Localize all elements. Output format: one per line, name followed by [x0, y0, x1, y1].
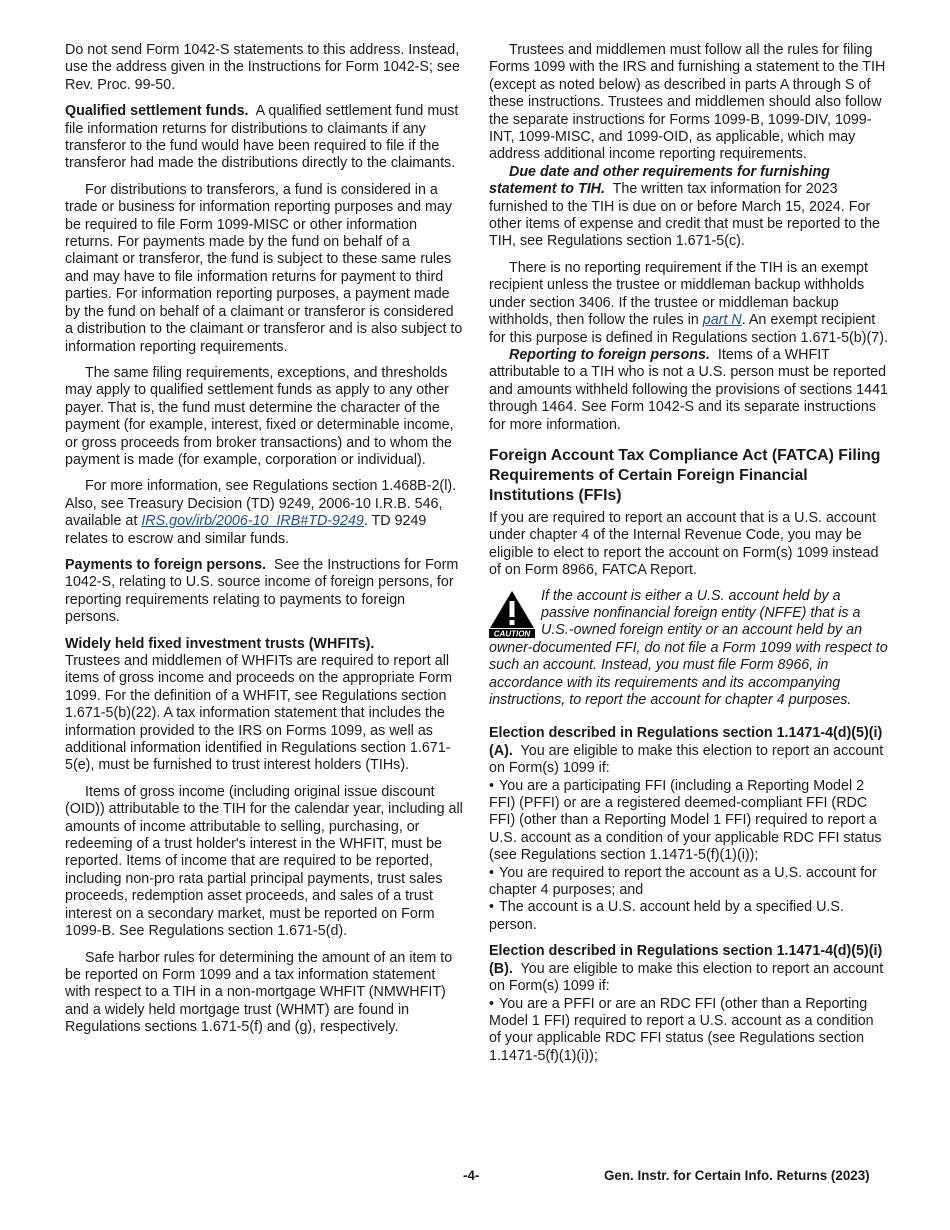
paragraph-text: You are eligible to make this election to report an account on Form(s) 1099 if: [489, 960, 884, 995]
run-in-heading: Election described in Regulations section 1.1471-4(d)(5)(i)(A). [489, 725, 883, 759]
paragraph: If you are required to report an account that is a U.S. account under chapter 4 of the Internal Revenue Code, you may be eligible to elect to report the account on Form(s) 1099 instead of on Form 8966, FATCA Report. [489, 509, 879, 579]
paragraph-text: Trustees and middlemen of WHFITs are required to report all items of gross income and proceeds on the appropriate Form 1099. For the definition of a WHFIT, see Regulations section 1.671-5(b)(22). A tax information statement that includes the information provided to the IRS on Forms 1099, as well as additional information identified in Regulations section 1.671-5(e), must be furnished to trust interest holders (TIHs). [65, 653, 453, 774]
left-column [65, 42, 463, 1037]
payments-foreign-persons-paragraph [65, 557, 463, 627]
paragraph [65, 478, 463, 548]
election-b-paragraph [489, 943, 889, 995]
section-heading: Foreign Account Tax Compliance Act (FATCA) Filing Requirements of Certain Foreign Financial Institutions (FFIs) [489, 446, 881, 504]
paragraph: Do not send Form 1042-S statements to this address. Instead, use the address given in the Instructions for Form 1042-S; see Rev. Proc. 99-50. [65, 42, 460, 93]
paragraph-text: A qualified settlement fund must file information returns for distributions to claimants if any transferor to the fund would have been required to file if the transferor had made the distributions directly to the claimants. [65, 103, 459, 172]
election-a-paragraph [489, 725, 889, 777]
run-in-heading: Payments to foreign persons. [65, 556, 266, 573]
paragraph-text: . TD 9249 relates to escrow and similar funds. [65, 513, 427, 547]
paragraph-text: For more information, see Regulations section 1.468B-2(l). Also, see Treasury Decision (TD) 9249, 2006-10 I.R.B. 546, available at [65, 478, 457, 530]
part-n-link[interactable]: part N [702, 312, 742, 329]
run-in-heading: Reporting to foreign persons. [509, 346, 710, 363]
due-date-paragraph [489, 164, 889, 251]
paragraph [489, 260, 889, 347]
paragraph: For distributions to transferors, a fund is considered in a trade or business for information reporting purposes and may be required to file Form 1099-MISC or other information returns. For payments made by the fund on behalf of a claimant or transferor, the fund is subject to these same rules and may have to file information returns for payment to third parties. For information reporting purposes, a payment made by the fund on behalf of a claimant or transferor is considered a distribution to the claimant or transferor and is also subject to information reporting requirements. [65, 181, 463, 355]
caution-label: CAUTION [493, 629, 531, 638]
caution-note [489, 588, 889, 710]
whfit-paragraph [65, 636, 463, 775]
reporting-foreign-persons-paragraph [489, 347, 889, 434]
paragraph-text: See the Instructions for Form 1042-S, relating to U.S. source income of foreign persons, for reporting requirements relating to payments to foreign persons. [65, 556, 459, 626]
caution-icon [489, 590, 535, 638]
paragraph: Items of gross income (including original issue discount (OID)) attributable to the TIH for the calendar year, including all amounts of income attributable to selling, purchasing, or redeeming of a trust holder's interest in the WHFIT, must be reported. Items of income that are required to be reported, including non-pro rata partial principal payments, trust sales proceeds, redemption asset proceeds, and sales of a trust interest on a secondary market, must be reported on Form 1099-B. See Regulations section 1.671-5(d). [65, 783, 463, 940]
paragraph-text: The written tax information for 2023 furnished to the TIH is due on or before March 15, 2024. For other items of expense and credit that must be reported to the TIH, see Regulations section 1.671-5(c). [489, 181, 881, 250]
paragraph: Trustees and middlemen must follow all the rules for filing Forms 1099 with the IRS and furnishing a statement to the TIH (except as noted below) as described in parts A through S of these instructions. Trustees and middlemen should also follow the separate instructions for Forms 1099-B, 1099-DIV, 1099-INT, 1099-MISC, and 1099-OID, as applicable, which may address additional income reporting requirements. [489, 42, 886, 163]
caution-text: If the account is either a U.S. account held by a passive nonfinancial foreign entity (NFFE) that is a U.S.-owned foreign entity or an account held by an owner-documented FFI, do not file a Form 1099 with respect to such an account. Instead, you must file Form 8966, in accordance with its requirements and its accompanying instructions, to report the account for chapter 4 purposes. [489, 587, 888, 708]
right-column [489, 42, 889, 1065]
paragraph-text: There is no reporting requirement if the TIH is an exempt recipient unless the trustee or middleman backup withholds under section 3406. If the trustee or middleman backup withholds, then follow the rules in [489, 259, 868, 329]
paragraph-text: Items of a WHFIT attributable to a TIH who is not a U.S. person must be reported and amounts withheld following the provisions of sections 1441 through 1464. See Form 1042-S and its separate instructions for more information. [489, 346, 888, 433]
qualified-settlement-funds-paragraph [65, 103, 463, 173]
run-in-heading: Due date and other requirements for furnishing statement to TIH. [489, 163, 830, 198]
election-b-list [489, 996, 889, 1066]
list-item: • You are a participating FFI (including a Reporting Model 2 FFI) (PFFI) or are a registered deemed-compliant FFI (RDC FFI) (other than a Reporting Model 1 FFI) required to report a U.S. account as a condition of your applicable RDC FFI status (see Regulations section 1.1471-5(f)(1)(i)); [489, 778, 889, 865]
page-number: -4- [463, 1168, 480, 1183]
paragraph-text: . An exempt recipient for this purpose is defined in Regulations section 1.671-5(b)(7). [489, 312, 888, 346]
election-a-list [489, 778, 889, 935]
irb-link[interactable]: IRS.gov/irb/2006-10_IRB#TD-9249 [141, 513, 364, 530]
list-item: • You are required to report the account as a U.S. account for chapter 4 purposes; and [489, 865, 889, 900]
run-in-heading: Widely held fixed investment trusts (WHFITs). [65, 635, 375, 652]
paragraph-text: You are eligible to make this election to report an account on Form(s) 1099 if: [489, 742, 884, 777]
list-item: • You are a PFFI or are an RDC FFI (other than a Reporting Model 1 FFI) required to report a U.S. account as a condition of your applicable RDC FFI status (see Regulations section 1.1471-5(f)(1)(i)); [489, 996, 889, 1066]
run-in-heading: Qualified settlement funds. [65, 103, 249, 120]
list-item: • The account is a U.S. account held by a specified U.S. person. [489, 899, 889, 934]
document-title: Gen. Instr. for Certain Info. Returns (2023) [604, 1168, 870, 1183]
paragraph: The same filing requirements, exceptions, and thresholds may apply to qualified settlement funds as apply to any other payer. That is, the fund must determine the character of the payment (for example, interest, fixed or determinable income, or gross proceeds from broker transactions) and to whom the payment is made (for example, corporation or individual). [65, 364, 454, 468]
run-in-heading: Election described in Regulations section 1.1471-4(d)(5)(i)(B). [489, 943, 883, 977]
paragraph: Safe harbor rules for determining the amount of an item to be reported on Form 1099 and a tax information statement with respect to a TIH in a non-mortgage WHFIT (NMWHFIT) and a widely held mortgage trust (WHMT) are found in Regulations sections 1.671-5(f) and (g), respectively. [65, 949, 453, 1036]
